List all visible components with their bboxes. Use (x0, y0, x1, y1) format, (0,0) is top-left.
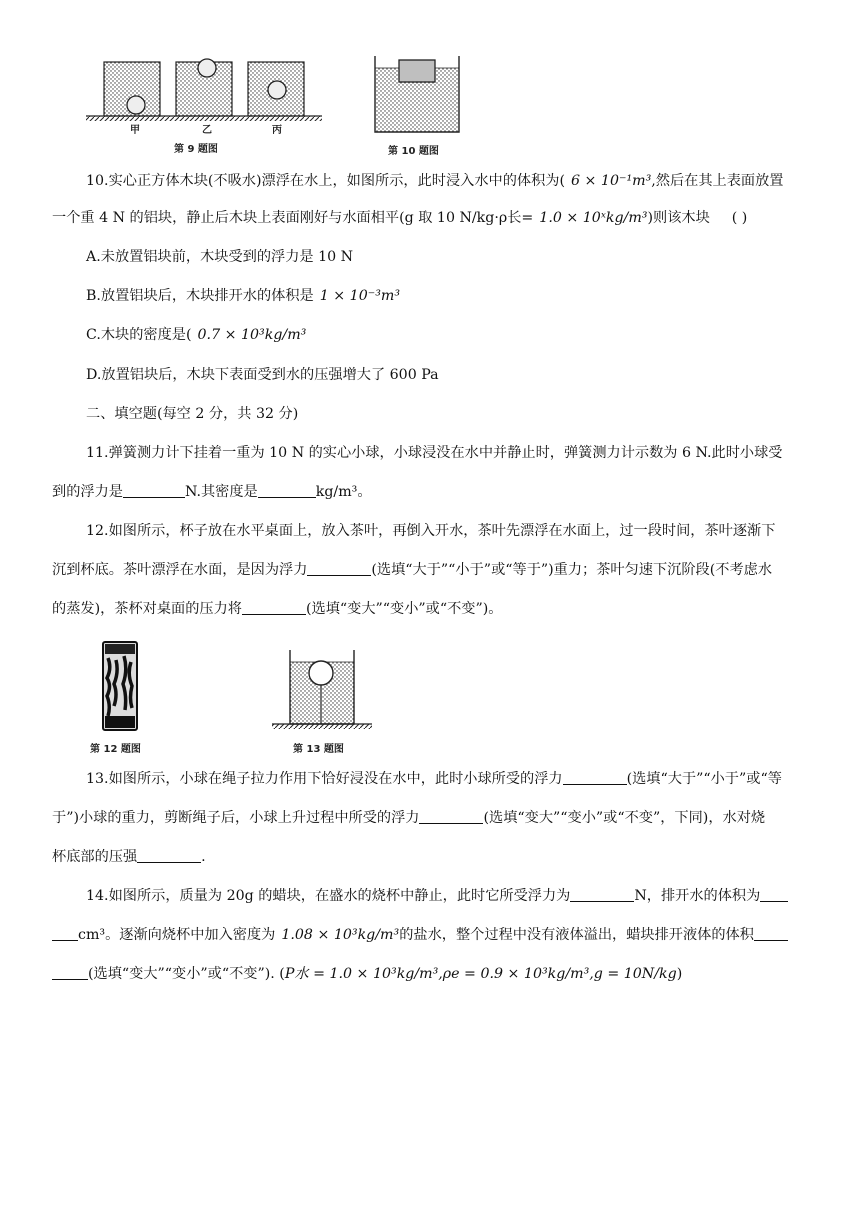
q10-volume-formula: 6 × 10⁻¹m³ (570, 173, 652, 189)
q14-blank-volume-part1[interactable] (760, 887, 788, 902)
q14-line1: 14.如图所示，质量为 20g 的蜡块，在盛水的烧杯中静止，此时它所受浮力为 N，排开水的体积为 (86, 887, 788, 905)
q14-blank-buoyancy[interactable] (570, 887, 634, 902)
q11-blank-buoyancy[interactable] (123, 483, 185, 498)
q10-option-b: B.放置铝块后，木块排开水的体积是 1 × 10⁻³m³ (86, 288, 401, 304)
q14-blank-displaced-part1[interactable] (754, 926, 788, 941)
q11-line2: 到的浮力是 N.其密度是 kg/m³。 (52, 484, 372, 500)
fig9-caption: 第 9 题图 (174, 144, 218, 155)
figure-12 (100, 640, 140, 732)
figure-9 (84, 52, 324, 126)
fig13-caption: 第 13 题图 (293, 744, 344, 755)
q10-line2: 一个重 4 N 的铝块，静止后木块上表面刚好与水面相平(g 取 10 N/kg·ρ长= 1.0 × 10ˣkg/m³)则该木块 ( ) (52, 210, 748, 226)
q13-blank-buoyancy-change[interactable] (419, 809, 483, 824)
q12-line1: 12.如图所示，杯子放在水平桌面上，放入茶叶，再倒入开水，茶叶先漂浮在水面上，过一段时间，茶叶逐渐下 (86, 523, 776, 539)
q14-saltwater-density: 1.08 × 10³kg/m³ (281, 927, 400, 943)
q13-blank-pressure-change[interactable] (137, 848, 201, 863)
q14-line3: (选填“变大”“变小”或“不变”). (P水 = 1.0 × 10³kg/m³,ρe = 0.9 × 10³kg/m³,g = 10N/kg) (52, 965, 682, 983)
q14-line2: cm³。逐渐向烧杯中加入密度为 1.08 × 10³kg/m³的盐水，整个过程中没有液体溢出，蜡块排开液体的体积 (52, 926, 788, 944)
fig12-caption: 第 12 题图 (90, 744, 141, 755)
q14-blank-displaced-part2[interactable] (52, 965, 88, 980)
q12-line3: 的蒸发)，茶杯对桌面的压力将 (选填“变大”“变小”或“不变”)。 (52, 601, 503, 617)
q12-blank-pressure[interactable] (242, 600, 306, 615)
q13-line1: 13.如图所示，小球在绳子拉力作用下恰好浸没在水中，此时小球所受的浮力 (选填“大于”“小于”或“等 (86, 771, 782, 787)
q10-option-c: C.木块的密度是( 0.7 × 10³kg/m³ (86, 327, 307, 343)
fig9-label-bing: 丙 (272, 125, 282, 136)
q10-density-formula: 1.0 × 10ˣkg/m³ (539, 210, 648, 226)
q10-option-d: D.放置铝块后，木块下表面受到水的压强增大了 600 Pa (86, 367, 439, 383)
q13-line2: 于”)小球的重力，剪断绳子后，小球上升过程中所受的浮力 (选填“变大”“变小”或“不变”，下同)，水对烧 (52, 810, 766, 826)
q12-line2: 沉到杯底。茶叶漂浮在水面，是因为浮力 (选填“大于”“小于”或“等于”)重力；茶叶匀速下沉阶段(不考虑水 (52, 562, 773, 578)
figure-13 (270, 648, 374, 732)
q14-blank-volume-part2[interactable] (52, 926, 78, 941)
q14-constants: P水 = 1.0 × 10³kg/m³,ρe = 0.9 × 10³kg/m³,g = 10N/kg (284, 966, 677, 982)
q11-line1: 11.弹簧测力计下挂着一重为 10 N 的实心小球，小球浸没在水中并静止时，弹簧测力计示数为 6 N.此时小球受 (86, 445, 783, 461)
q13-line3: 杯底部的压强 . (52, 849, 206, 865)
q10-answer-paren: ( ) (731, 210, 748, 226)
section-2-heading: 二、填空题(每空 2 分，共 32 分) (86, 406, 299, 422)
q12-blank-buoyancy[interactable] (307, 561, 371, 576)
fig9-label-jia: 甲 (130, 125, 140, 136)
q13-blank-compare[interactable] (563, 770, 627, 785)
fig9-label-yi: 乙 (202, 125, 212, 136)
q10-option-a: A.未放置铝块前，木块受到的浮力是 10 N (86, 249, 354, 265)
figure-10 (372, 54, 462, 136)
fig10-caption: 第 10 题图 (388, 146, 439, 157)
q10-line1: 10.实心正方体木块(不吸水)漂浮在水上，如图所示，此时浸入水中的体积为( 6 × 10⁻¹m³,然后在其上表面放置 (86, 173, 784, 189)
q11-blank-density[interactable] (258, 483, 316, 498)
